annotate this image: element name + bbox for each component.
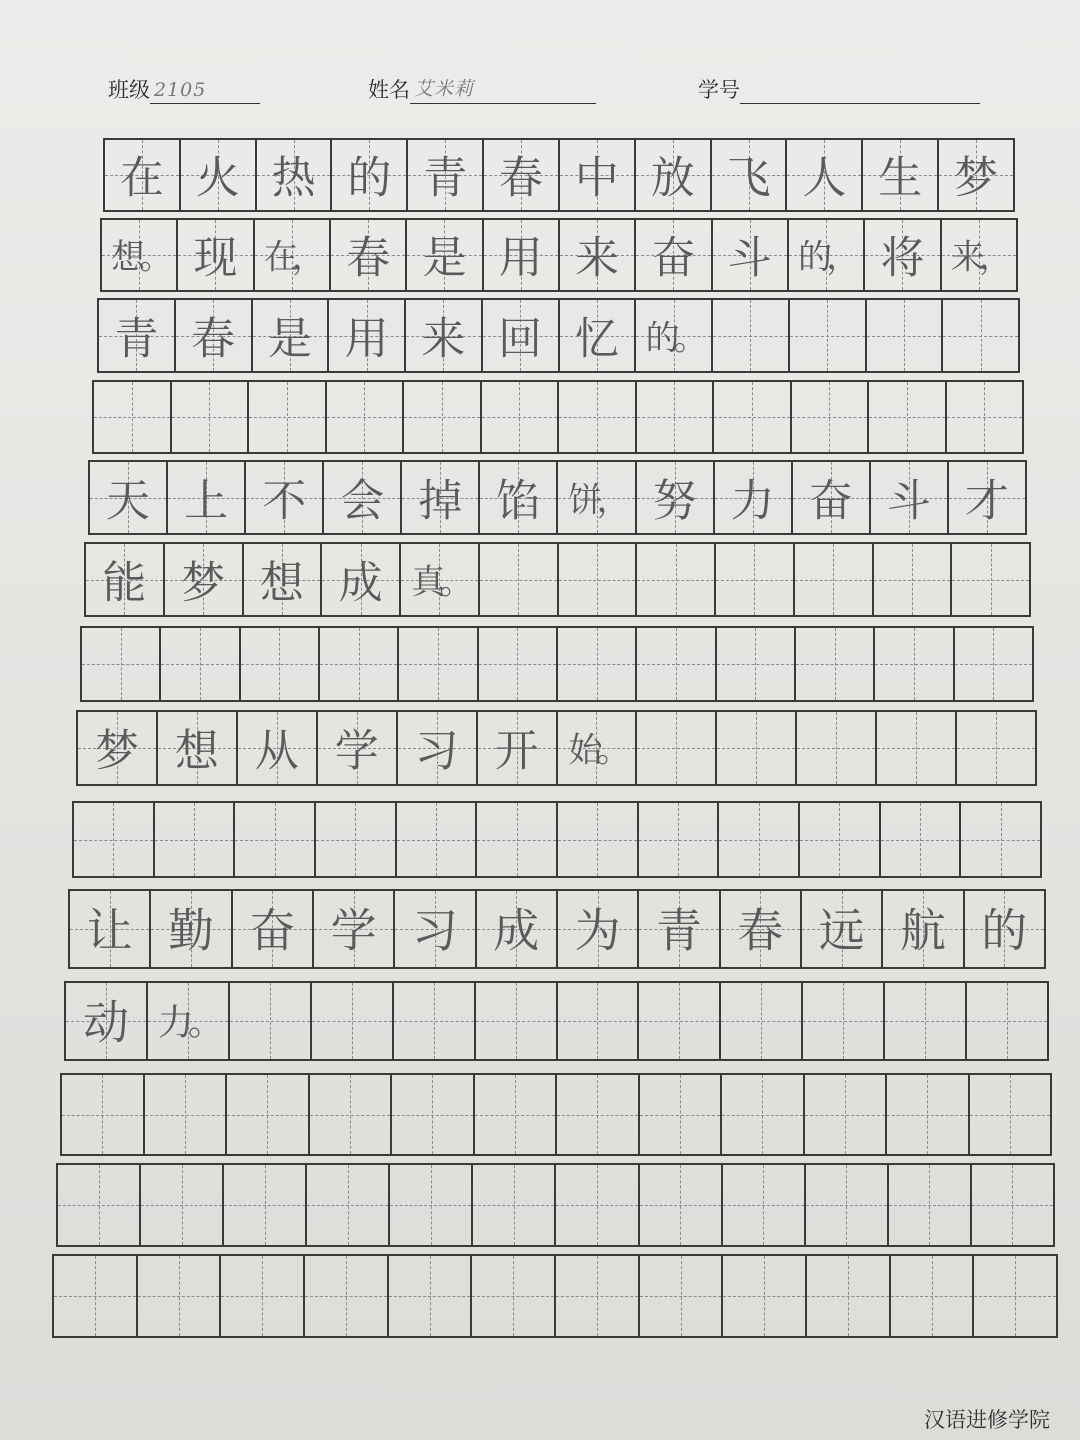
grid-cell[interactable] — [558, 803, 639, 876]
handwritten-char: 会 — [340, 475, 385, 527]
grid-cell[interactable] — [939, 140, 1013, 210]
grid-cell[interactable] — [322, 544, 401, 615]
grid-cell[interactable] — [227, 1075, 310, 1154]
handwritten-char: 勤 — [167, 903, 214, 958]
grid-cell[interactable] — [62, 1075, 145, 1154]
handwritten-char: 的 — [981, 903, 1028, 958]
handwritten-char: 力 — [730, 475, 775, 527]
grid-cell[interactable] — [235, 803, 316, 876]
grid-row — [68, 889, 1046, 969]
grid-cell[interactable] — [790, 300, 867, 371]
handwritten-char: 在 — [119, 152, 164, 204]
grid-cell[interactable] — [558, 712, 638, 784]
handwritten-char: 青 — [423, 152, 468, 204]
grid-cell[interactable] — [395, 891, 476, 967]
handwritten-char: 现 — [193, 232, 238, 284]
grid-cell[interactable] — [244, 544, 323, 615]
handwritten-char: 始。 — [568, 730, 625, 771]
grid-cell[interactable] — [397, 803, 478, 876]
grid-cell[interactable] — [636, 300, 713, 371]
handwritten-char: 梦 — [94, 725, 139, 777]
handwritten-char: 来， — [950, 237, 1007, 278]
grid-cell[interactable] — [560, 140, 636, 210]
grid-cell[interactable] — [787, 140, 863, 210]
grid-cell[interactable] — [891, 1256, 975, 1336]
grid-row — [52, 1254, 1058, 1338]
grid-cell[interactable] — [558, 891, 639, 967]
handwritten-char: 的。 — [645, 318, 702, 359]
handwritten-char: 青 — [114, 313, 159, 365]
grid-row — [88, 460, 1027, 535]
grid-row — [80, 626, 1034, 702]
grid-cell[interactable] — [82, 628, 161, 700]
grid-cell[interactable] — [867, 300, 944, 371]
grid-row — [60, 1073, 1052, 1156]
grid-cell[interactable] — [255, 220, 331, 290]
handwritten-char: 学 — [334, 725, 379, 777]
handwritten-char: 饼， — [568, 480, 625, 521]
grid-cell[interactable] — [102, 220, 178, 290]
grid-cell[interactable] — [640, 1256, 724, 1336]
grid-row — [92, 380, 1024, 454]
grid-cell[interactable] — [722, 1075, 805, 1154]
grid-row — [76, 710, 1037, 786]
handwritten-char: 学 — [330, 903, 377, 958]
handwritten-char: 让 — [86, 903, 133, 958]
grid-cell[interactable] — [865, 220, 941, 290]
grid-cell[interactable] — [717, 628, 796, 700]
grid-cell[interactable] — [66, 983, 148, 1059]
handwritten-char: 来 — [421, 313, 466, 365]
grid-row — [64, 981, 1049, 1061]
grid-cell[interactable] — [869, 382, 947, 452]
handwritten-char: 习 — [411, 903, 458, 958]
class-label: 班级 — [108, 78, 150, 102]
name-value: 艾米莉 — [414, 78, 475, 100]
handwritten-char: 中 — [574, 152, 619, 204]
grid-cell[interactable] — [863, 140, 939, 210]
grid-cell[interactable] — [789, 220, 865, 290]
grid-cell[interactable] — [797, 712, 877, 784]
id-label: 学号 — [698, 78, 740, 102]
handwritten-char: 火 — [195, 152, 240, 204]
grid-row — [97, 298, 1020, 373]
handwritten-char: 用 — [498, 232, 543, 284]
grid-cell[interactable] — [478, 712, 558, 784]
handwritten-char: 奋 — [651, 232, 696, 284]
handwritten-char: 远 — [818, 903, 865, 958]
grid-cell[interactable] — [637, 712, 717, 784]
grid-cell[interactable] — [394, 983, 476, 1059]
handwritten-char: 馅 — [496, 475, 541, 527]
handwritten-char: 才 — [964, 475, 1009, 527]
handwritten-char: 斗 — [727, 232, 772, 284]
grid-cell[interactable] — [723, 1256, 807, 1336]
grid-cell[interactable] — [636, 140, 712, 210]
grid-cell[interactable] — [233, 891, 314, 967]
grid-cell[interactable] — [151, 891, 232, 967]
grid-cell[interactable] — [70, 891, 151, 967]
grid-cell[interactable] — [318, 712, 398, 784]
grid-cell[interactable] — [305, 1256, 389, 1336]
grid-cell[interactable] — [483, 300, 560, 371]
grid-cell[interactable] — [957, 712, 1035, 784]
grid-cell[interactable] — [795, 544, 874, 615]
handwritten-char: 梦 — [181, 557, 226, 609]
grid-cell[interactable] — [480, 544, 559, 615]
grid-cell[interactable] — [805, 1075, 888, 1154]
grid-cell[interactable] — [181, 140, 257, 210]
grid-cell[interactable] — [871, 462, 949, 533]
grid-cell[interactable] — [713, 220, 789, 290]
grid-cell[interactable] — [723, 1165, 806, 1245]
handwritten-char: 放 — [650, 152, 695, 204]
grid-cell[interactable] — [793, 462, 871, 533]
grid-cell[interactable] — [636, 220, 712, 290]
grid-cell[interactable] — [105, 140, 181, 210]
grid-cell[interactable] — [398, 712, 478, 784]
grid-cell[interactable] — [401, 544, 480, 615]
grid-cell[interactable] — [476, 983, 558, 1059]
grid-cell[interactable] — [99, 300, 176, 371]
grid-cell[interactable] — [970, 1075, 1051, 1154]
grid-cell[interactable] — [320, 628, 399, 700]
handwritten-char: 热 — [271, 152, 316, 204]
grid-cell[interactable] — [479, 628, 558, 700]
handwritten-char: 在， — [263, 237, 320, 278]
grid-row — [100, 218, 1018, 292]
handwritten-char: 习 — [414, 725, 459, 777]
grid-cell[interactable] — [955, 628, 1032, 700]
institute-name: 汉语进修学院 — [924, 1408, 1050, 1432]
grid-cell[interactable] — [889, 1165, 972, 1245]
grid-cell[interactable] — [721, 891, 802, 967]
handwritten-char: 梦 — [954, 152, 999, 204]
grid-cell[interactable] — [965, 891, 1044, 967]
handwritten-char: 从 — [254, 725, 299, 777]
grid-cell[interactable] — [241, 628, 320, 700]
handwritten-char: 来 — [575, 232, 620, 284]
grid-cell[interactable] — [145, 1075, 228, 1154]
grid-cell[interactable] — [558, 983, 640, 1059]
grid-cell[interactable] — [881, 803, 962, 876]
handwritten-char: 春 — [499, 152, 544, 204]
grid-cell[interactable] — [310, 1075, 393, 1154]
grid-cell[interactable] — [389, 1256, 473, 1336]
handwritten-char: 青 — [655, 903, 702, 958]
grid-cell[interactable] — [557, 1075, 640, 1154]
grid-cell[interactable] — [796, 628, 875, 700]
grid-cell[interactable] — [307, 1165, 390, 1245]
grid-cell[interactable] — [390, 1165, 473, 1245]
grid-cell[interactable] — [952, 544, 1029, 615]
grid-cell[interactable] — [887, 1075, 970, 1154]
grid-cell[interactable] — [714, 382, 792, 452]
grid-cell[interactable] — [477, 803, 558, 876]
handwritten-char: 开 — [494, 725, 539, 777]
grid-cell[interactable] — [560, 220, 636, 290]
grid-cell[interactable] — [408, 140, 484, 210]
handwritten-char: 是 — [422, 232, 467, 284]
grid-cell[interactable] — [480, 462, 558, 533]
grid-cell[interactable] — [800, 803, 881, 876]
grid-cell[interactable] — [482, 382, 560, 452]
handwritten-char: 不 — [262, 475, 307, 527]
handwritten-char: 生 — [878, 152, 923, 204]
grid-cell[interactable] — [172, 382, 250, 452]
grid-cell[interactable] — [637, 544, 716, 615]
grid-cell[interactable] — [406, 300, 483, 371]
grid-cell[interactable] — [949, 462, 1025, 533]
handwritten-char: 春 — [191, 313, 236, 365]
grid-cell[interactable] — [559, 382, 637, 452]
handwritten-char: 成 — [493, 903, 540, 958]
grid-cell[interactable] — [327, 382, 405, 452]
grid-cell[interactable] — [230, 983, 312, 1059]
grid-cell[interactable] — [640, 1075, 723, 1154]
grid-cell[interactable] — [713, 300, 790, 371]
grid-cell[interactable] — [885, 983, 967, 1059]
handwritten-char: 的 — [347, 152, 392, 204]
handwritten-char: 用 — [344, 313, 389, 365]
grid-cell[interactable] — [875, 628, 954, 700]
grid-cell[interactable] — [712, 140, 788, 210]
grid-cell[interactable] — [484, 140, 560, 210]
grid-cell[interactable] — [637, 382, 715, 452]
grid-cell[interactable] — [54, 1256, 138, 1336]
handwritten-char: 想 — [259, 557, 304, 609]
handwritten-char: 回 — [498, 313, 543, 365]
grid-cell[interactable] — [246, 462, 324, 533]
grid-cell[interactable] — [942, 220, 1016, 290]
grid-cell[interactable] — [556, 1256, 640, 1336]
grid-cell[interactable] — [472, 1256, 556, 1336]
grid-cell[interactable] — [332, 140, 408, 210]
grid-row — [56, 1163, 1055, 1247]
grid-cell[interactable] — [238, 712, 318, 784]
handwritten-char: 努 — [652, 475, 697, 527]
grid-cell[interactable] — [312, 983, 394, 1059]
grid-cell[interactable] — [874, 544, 953, 615]
grid-cell[interactable] — [329, 300, 406, 371]
handwritten-char: 航 — [899, 903, 946, 958]
grid-cell[interactable] — [148, 983, 230, 1059]
grid-cell[interactable] — [324, 462, 402, 533]
grid-cell[interactable] — [158, 712, 238, 784]
grid-cell[interactable] — [967, 983, 1047, 1059]
grid-cell[interactable] — [221, 1256, 305, 1336]
grid-cell[interactable] — [407, 220, 483, 290]
grid-cell[interactable] — [716, 544, 795, 615]
grid-cell[interactable] — [717, 712, 797, 784]
grid-cell[interactable] — [257, 140, 333, 210]
grid-cell[interactable] — [477, 891, 558, 967]
grid-cell[interactable] — [637, 462, 715, 533]
grid-cell[interactable] — [314, 891, 395, 967]
grid-cell[interactable] — [877, 712, 957, 784]
grid-cell[interactable] — [473, 1165, 556, 1245]
grid-cell[interactable] — [178, 220, 254, 290]
grid-cell[interactable] — [806, 1165, 889, 1245]
grid-row — [84, 542, 1031, 617]
grid-cell[interactable] — [58, 1165, 141, 1245]
grid-cell[interactable] — [161, 628, 240, 700]
handwritten-char: 想。 — [111, 237, 168, 278]
grid-cell[interactable] — [947, 382, 1023, 452]
grid-row — [72, 801, 1042, 878]
grid-cell[interactable] — [404, 382, 482, 452]
grid-cell[interactable] — [556, 1165, 639, 1245]
handwritten-char: 人 — [802, 152, 847, 204]
handwritten-char: 掉 — [418, 475, 463, 527]
handwritten-char: 春 — [346, 232, 391, 284]
handwritten-char: 奋 — [808, 475, 853, 527]
handwritten-char: 动 — [82, 995, 129, 1050]
handwritten-char: 上 — [184, 475, 229, 527]
grid-cell[interactable] — [558, 628, 637, 700]
handwritten-char: 忆 — [574, 313, 619, 365]
handwritten-char: 奋 — [249, 903, 296, 958]
grid-row — [103, 138, 1015, 212]
grid-cell[interactable] — [943, 300, 1018, 371]
grid-cell[interactable] — [253, 300, 330, 371]
handwritten-char: 为 — [574, 903, 621, 958]
grid-cell[interactable] — [138, 1256, 222, 1336]
handwritten-char: 是 — [267, 313, 312, 365]
handwritten-char: 的， — [798, 237, 855, 278]
grid-cell[interactable] — [331, 220, 407, 290]
handwritten-char: 飞 — [726, 152, 771, 204]
grid-cell[interactable] — [316, 803, 397, 876]
class-value: 2105 — [154, 79, 207, 101]
grid-cell[interactable] — [715, 462, 793, 533]
grid-cell[interactable] — [637, 628, 716, 700]
handwritten-char: 斗 — [886, 475, 931, 527]
handwritten-char: 成 — [338, 557, 383, 609]
handwritten-char: 能 — [102, 557, 147, 609]
handwritten-char: 真。 — [411, 562, 468, 603]
grid-cell[interactable] — [86, 544, 165, 615]
grid-cell[interactable] — [141, 1165, 224, 1245]
handwritten-char: 想 — [174, 725, 219, 777]
grid-cell[interactable] — [484, 220, 560, 290]
grid-cell[interactable] — [155, 803, 236, 876]
grid-cell[interactable] — [639, 983, 721, 1059]
grid-cell[interactable] — [176, 300, 253, 371]
grid-cell[interactable] — [803, 983, 885, 1059]
grid-cell[interactable] — [974, 1256, 1056, 1336]
grid-cell[interactable] — [94, 382, 172, 452]
grid-cell[interactable] — [165, 544, 244, 615]
handwritten-char: 天 — [106, 475, 151, 527]
grid-cell[interactable] — [961, 803, 1040, 876]
handwritten-char: 力。 — [157, 1002, 218, 1044]
handwritten-char: 将 — [880, 232, 925, 284]
grid-cell[interactable] — [168, 462, 246, 533]
grid-cell[interactable] — [560, 300, 637, 371]
grid-cell[interactable] — [792, 382, 870, 452]
grid-cell[interactable] — [719, 803, 800, 876]
grid-cell[interactable] — [807, 1256, 891, 1336]
name-label: 姓名 — [368, 78, 410, 102]
handwritten-char: 春 — [737, 903, 784, 958]
grid-cell[interactable] — [475, 1075, 558, 1154]
grid-cell[interactable] — [74, 803, 155, 876]
grid-cell[interactable] — [90, 462, 168, 533]
grid-cell[interactable] — [639, 803, 720, 876]
grid-cell[interactable] — [402, 462, 480, 533]
grid-cell[interactable] — [972, 1165, 1053, 1245]
grid-cell[interactable] — [224, 1165, 307, 1245]
grid-cell[interactable] — [78, 712, 158, 784]
grid-cell[interactable] — [639, 891, 720, 967]
grid-cell[interactable] — [721, 983, 803, 1059]
grid-cell[interactable] — [640, 1165, 723, 1245]
grid-cell[interactable] — [399, 628, 478, 700]
grid-cell[interactable] — [802, 891, 883, 967]
grid-cell[interactable] — [392, 1075, 475, 1154]
grid-cell[interactable] — [249, 382, 327, 452]
grid-cell[interactable] — [558, 462, 636, 533]
grid-cell[interactable] — [559, 544, 638, 615]
grid-cell[interactable] — [883, 891, 964, 967]
